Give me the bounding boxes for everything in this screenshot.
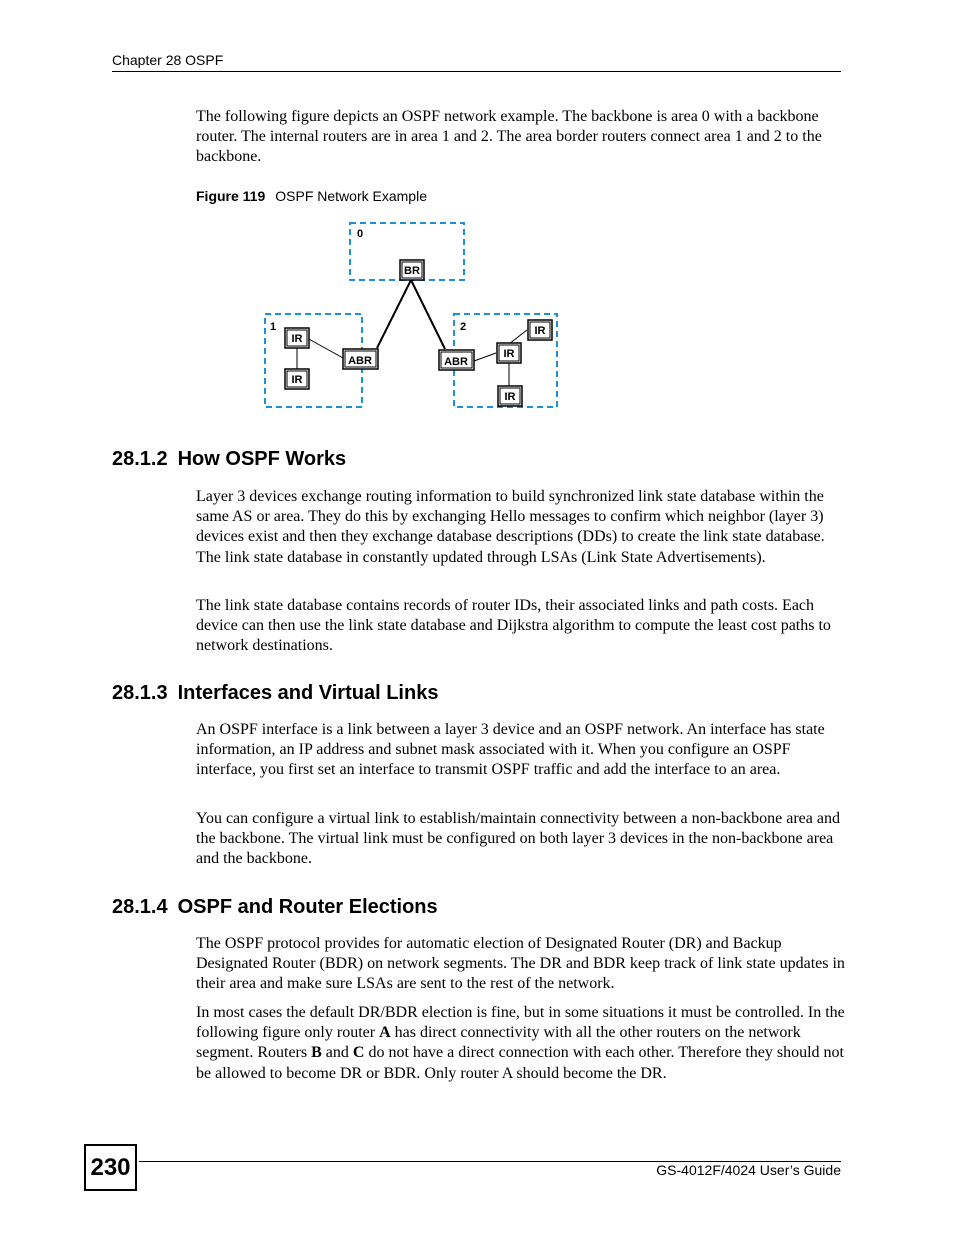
figure-title: OSPF Network Example [275, 188, 427, 204]
router-a-label: A [379, 1024, 391, 1042]
node-ir-area1-top [285, 328, 309, 348]
paragraph-elections: In most cases the default DR/BDR election is fine, but in some situations it must be controlled. In the following figure only router A has direct connectivity with all the other routers on the network segment. Routers B and C do not have a direct connection with each other. Therefore they should not be allowed to become DR or BDR. Only router A should become the DR. [196, 1004, 845, 1082]
link-ir-ir-top [509, 330, 527, 344]
svg-text:ABR: ABR [348, 355, 372, 367]
node-ir-area1-bottom [285, 369, 309, 389]
section-heading-router-elections: 28.1.4 OSPF and Router Elections [112, 896, 438, 918]
node-ir-area2-middle [497, 343, 521, 363]
link-ir-abr1 [307, 338, 343, 358]
area-1-label: 1 [270, 321, 277, 333]
paragraph: The OSPF protocol provides for automatic election of Designated Router (DR) and Backup Designated Router (BDR) on network segments. The DR and BDR keep track of link state updates in their area and make sure LSAs are sent to the rest of the network. [196, 935, 845, 993]
page-number: 230 [84, 1144, 137, 1191]
node-br [400, 260, 424, 280]
svg-text:IR: IR [291, 374, 303, 386]
svg-text:ABR: ABR [444, 356, 468, 368]
figure-label: Figure 119 [196, 188, 266, 204]
ospf-network-diagram [260, 218, 560, 412]
svg-text:IR: IR [291, 333, 303, 345]
intro-paragraph: The following figure depicts an OSPF network example. The backbone is area 0 with a backbone router. The internal routers are in area 1 and 2. The area border routers connect area 1 and 2 to the backbone. [196, 108, 822, 166]
chapter-header: Chapter 28 OSPF [112, 52, 224, 68]
paragraph: You can configure a virtual link to establish/maintain connectivity between a non-backbone area and the backbone. The virtual link must be configured on both layer 3 devices in the non-backbone area and the backbone. [196, 810, 840, 868]
svg-text:IR: IR [503, 348, 515, 360]
node-ir-area2-bottom [498, 386, 522, 406]
svg-text:BR: BR [404, 265, 420, 277]
paragraph: An OSPF interface is a link between a layer 3 device and an OSPF network. An interface has state information, an IP address and subnet mask associated with it. When you configure an OSPF interface, you first set an interface to transmit OSPF traffic and add the interface to an area. [196, 721, 825, 779]
link-br-abr1 [377, 280, 411, 348]
router-c-label: C [352, 1044, 365, 1062]
section-heading-interfaces-virtual-links: 28.1.3 Interfaces and Virtual Links [112, 682, 439, 704]
area-2-label: 2 [460, 321, 467, 333]
svg-text:IR: IR [534, 325, 546, 337]
node-abr-area2 [439, 350, 474, 370]
area-0-label: 0 [357, 228, 364, 240]
guide-title: GS-4012F/4024 User’s Guide [656, 1162, 841, 1178]
paragraph: Layer 3 devices exchange routing information to build synchronized link state database within the same AS or area. They do this by exchanging Hello messages to confirm which neighbor (layer 3) devices exist and then they exchange database descriptions (DDs) to create the link state database. The link state database in constantly updated through LSAs (Link State Advertisements). [196, 488, 825, 566]
link-abr2-ir [474, 353, 496, 361]
paragraph: The link state database contains records of router IDs, their associated links and path costs. Each device can then use the link state database and Dijkstra algorithm to compute the least cost paths to network destinations. [196, 597, 831, 655]
node-ir-area2-top [528, 320, 552, 340]
section-heading-how-ospf-works: 28.1.2 How OSPF Works [112, 448, 347, 470]
router-b-label: B [311, 1044, 322, 1062]
svg-text:IR: IR [504, 391, 516, 403]
figure-caption [196, 188, 427, 204]
header-rule [112, 71, 841, 72]
link-br-abr2 [411, 280, 445, 349]
node-abr-area1 [343, 349, 378, 369]
